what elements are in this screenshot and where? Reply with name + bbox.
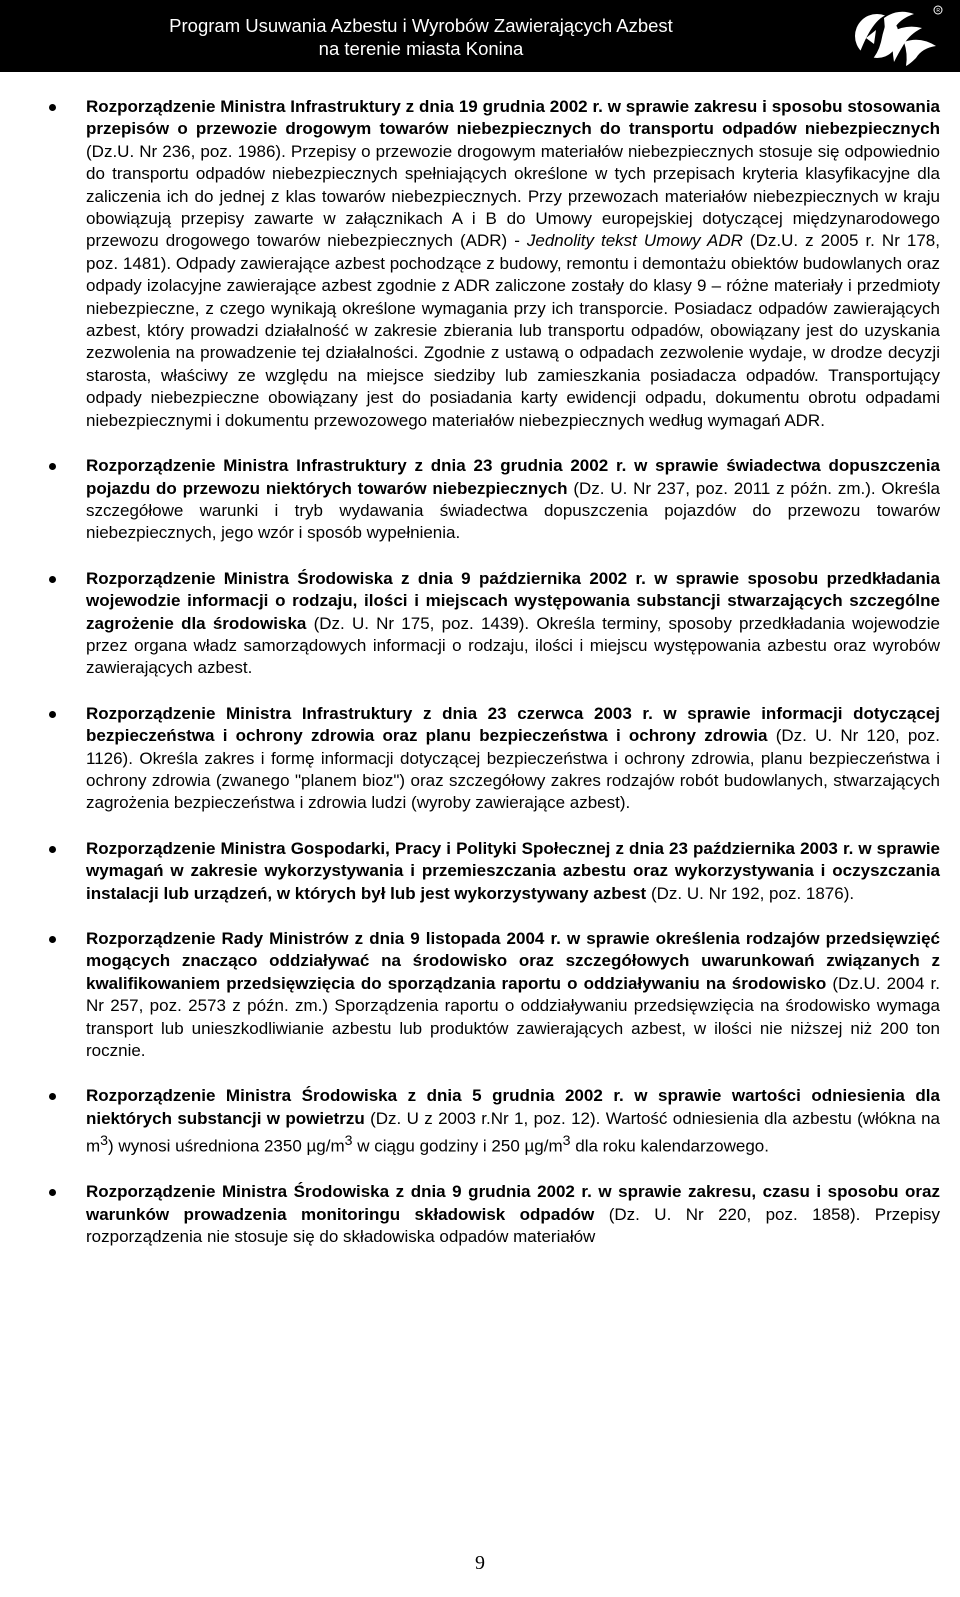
bullet-icon [49, 463, 56, 470]
bullet-icon [49, 104, 56, 111]
list-item [0, 1085, 960, 1158]
header-banner [0, 0, 960, 72]
bullet-icon [49, 846, 56, 853]
list-item [0, 928, 960, 1062]
regulation-description-continued: ) wynosi uśredniona 2350 µg/m [108, 1136, 345, 1156]
list-item-text [86, 455, 940, 545]
list-item [0, 568, 960, 680]
list-item [0, 703, 960, 815]
regulation-title: Rozporządzenie Rady Ministrów z dnia 9 listopada 2004 r. w sprawie określenia rodzajów przedsięwzięć mogących znacząco oddziaływać na środowisko oraz szczegółowych uwarunkowań związanych z kwalifikowaniem przedsięwzięcia do sporządzania raportu o oddziaływaniu na środowisko [86, 929, 940, 993]
bullet-icon [49, 711, 56, 718]
regulation-title: Rozporządzenie Ministra Infrastruktury z dnia 19 grudnia 2002 r. w sprawie zakresu i sposobu stosowania przepisów o przewozie drogowym towarów niebezpiecznych do transportu odpadów niebezpiecznych [86, 97, 940, 139]
regulation-italic-reference: Jednolity tekst Umowy ADR [526, 231, 743, 251]
list-item-text [86, 1181, 940, 1248]
regulation-title: Rozporządzenie Ministra Środowiska z dnia 9 grudnia 2002 r. w sprawie zakresu, czasu i sposobu oraz warunków prowadzenia monitoringu składowisk odpadów [86, 1182, 940, 1224]
regulation-title: Rozporządzenie Ministra Środowiska z dnia 5 grudnia 2002 r. w sprawie wartości odniesienia dla niektórych substancji w powietrzu [86, 1086, 940, 1128]
list-item-text [86, 703, 940, 815]
regulation-description: (Dz. U. Nr 220, poz. 1858). Przepisy rozporządzenia nie stosuje się do składowiska odpadów materiałów [86, 1204, 940, 1247]
bullet-icon [49, 576, 56, 583]
header-title-line-2: na terenie miasta Konina [318, 38, 524, 59]
superscript-exponent: 3 [100, 1133, 109, 1150]
regulation-title: Rozporządzenie Ministra Infrastruktury z dnia 23 czerwca 2003 r. w sprawie informacji dotyczącej bezpieczeństwa i ochrony zdrowia oraz planu bezpieczeństwa i ochrony zdrowia [86, 703, 940, 746]
regulation-description: (Dz.U. 2004 r. Nr 257, poz. 2573 z późn. zm.) Sporządzenia raportu o oddziaływaniu przedsięwzięcia na środowisko wymaga transport lub unieszkodliwianie azbestu lub produktów zawierających azbest, w ilości nie niższej niż 200 ton rocznie. [86, 973, 940, 1061]
list-item [0, 838, 960, 905]
list-item-text [86, 928, 940, 1062]
regulation-title: Rozporządzenie Ministra Infrastruktury z dnia 23 grudnia 2002 r. w sprawie świadectwa dopuszczenia pojazdu do przewozu niektórych towarów niebezpiecznych [86, 456, 940, 498]
regulation-description: (Dz. U. Nr 175, poz. 1439). Określa terminy, sposoby przedkładania wojewodzie przez organa władz samorządowych informacji o rodzaju, ilości i miejscu występowania azbestu oraz wyrobów zawierających azbest. [86, 613, 940, 678]
regulation-description: (Dz. U. Nr 192, poz. 1876). [646, 883, 855, 903]
regulation-title: Rozporządzenie Ministra Środowiska z dnia 9 października 2002 r. w sprawie sposobu przedkładania wojewodzie informacji o rodzaju, ilości i miejscach występowania substancji stwarzających szczególne zagrożenie dla środowiska [86, 568, 940, 633]
regulation-description: (Dz. U. Nr 237, poz. 2011 z późn. zm.). Określa szczegółowe warunki i tryb wydawania świadectwa dopuszczenia pojazdów do przewozu towarów niebezpiecznych, jego wzór i sposób wypełnienia. [86, 478, 940, 543]
regulation-description-continued: (Dz.U. z 2005 r. Nr 178, poz. 1481). Odpady zawierające azbest pochodzące z budowy, remontu i demontażu obiektów budowlanych oraz odpady izolacyjne zawierające azbest zgodnie z ADR zaliczone zostały do klasy 9 – różne materiały i przedmioty niebezpieczne, z czego wynikają określone wymagania przy ich transporcie. Posiadacz odpadów zawierających azbest, który prowadzi działalność w zakresie zbierania lub transportu odpadów, obowiązany jest do uzyskania zezwolenia na prowadzenie tej działalności. Zgodnie z ustawą o odpadach zezwolenie wydaje, w drodze decyzji starosta, właściwy ze względu na miejsce siedziby lub zamieszkania posiadacza odpadów. Transportujący odpady niebezpieczne obowiązany jest do posiadania karty ewidencji odpadu, dokumentu obrotu odpadami niebezpiecznymi i dokumentu przewozowego materiałów niebezpiecznych według wymagań ADR. [86, 231, 940, 430]
regulation-description: (Dz. U z 2003 r.Nr 1, poz. 12). Wartość odniesienia dla azbestu (włókna na m [86, 1108, 940, 1156]
bullet-icon [49, 936, 56, 943]
list-item-text [86, 1085, 940, 1158]
page-number: 9 [475, 1552, 485, 1574]
list-item [0, 1181, 960, 1248]
bullet-icon [49, 1189, 56, 1196]
logo-icon [840, 2, 944, 70]
list-item [0, 96, 960, 432]
superscript-exponent: 3 [344, 1133, 353, 1150]
regulation-description: (Dz. U. Nr 120, poz. 1126). Określa zakres i formę informacji dotyczącej bezpieczeństwa i ochrony zdrowia, planu bezpieczeństwa i ochrony zdrowia (zwanego "planem bioz") oraz szczegółowy zakres rodzajów robót budowlanych, stwarzających zagrożenia bezpieczeństwa i zdrowia ludzi (wyroby zawierające azbest). [86, 726, 940, 813]
bullet-icon [49, 1093, 56, 1100]
list-item-text [86, 838, 940, 905]
regulation-description-continued: dla roku kalendarzowego. [570, 1136, 769, 1156]
list-item-text [86, 96, 940, 432]
superscript-exponent: 3 [562, 1133, 571, 1150]
header-title [0, 14, 842, 60]
regulation-description: (Dz.U. Nr 236, poz. 1986). Przepisy o przewozie drogowym materiałów niebezpiecznych stosuje się odpowiednio do transportu odpadów niebezpiecznych spełniających określone w tych przepisach kryteria klasyfikacyjne dla zaliczenia ich do jednej z klas towarów niebezpiecznych. Przy przewozach materiałów niebezpiecznych w kraju obowiązują przepisy zawarte w załącznikach A i B do Umowy europejskiej dotyczącej międzynarodowego przewozu drogowego towarów niebezpiecznych (ADR) - [86, 141, 940, 251]
regulation-title: Rozporządzenie Ministra Gospodarki, Pracy i Polityki Społecznej z dnia 23 października 2003 r. w sprawie wymagań w zakresie wykorzystywania i przemieszczania azbestu oraz wykorzystywania i oczyszczania instalacji lub urządzeń, w których był lub jest wykorzystywany azbest [86, 838, 940, 903]
regulation-description-continued: w ciągu godziny i 250 µg/m [352, 1136, 563, 1156]
svg-text:R: R [936, 8, 941, 14]
list-item-text [86, 568, 940, 680]
header-title-line-1: Program Usuwania Azbestu i Wyrobów Zawierających Azbest [169, 15, 673, 36]
list-item [0, 455, 960, 545]
regulations-list [0, 96, 960, 1272]
